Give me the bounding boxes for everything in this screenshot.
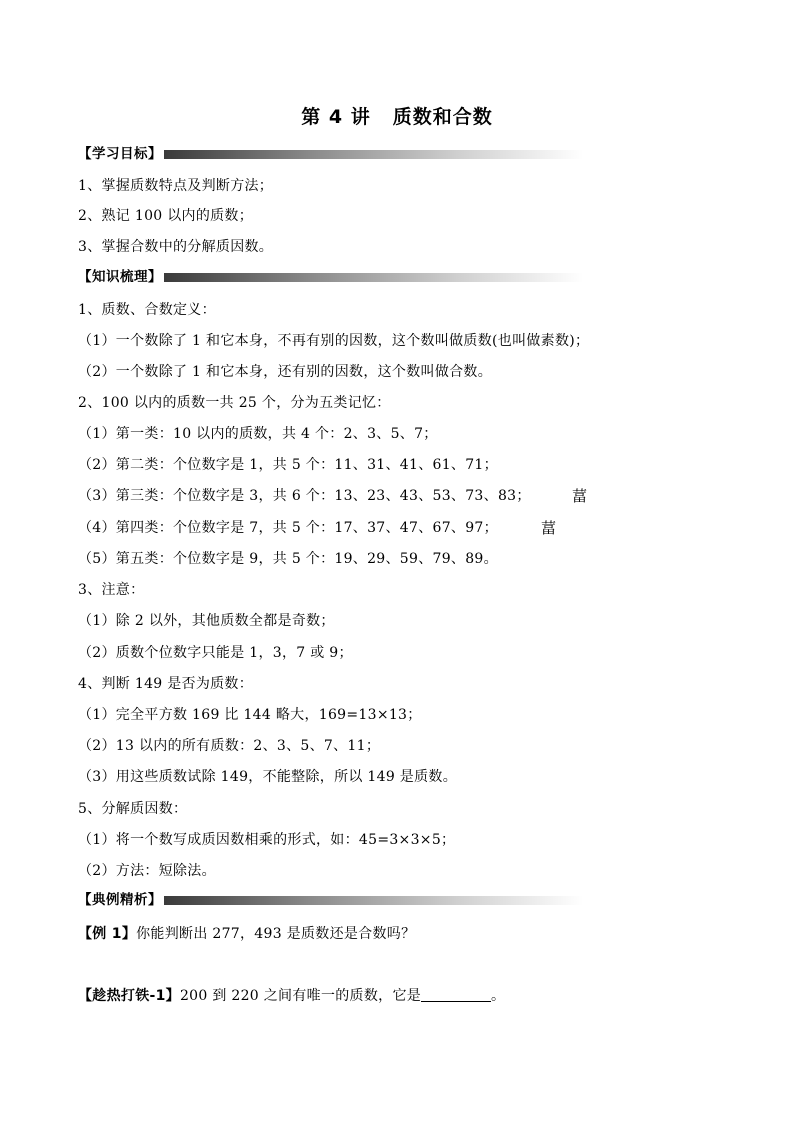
lesson-topic: 质数和合数 [392,106,493,128]
knowledge-line: （1）第一类：10 以内的质数，共 4 个：2、3、5、7； [78,426,438,442]
goal-item: 2、熟记 100 以内的质数； [78,208,254,224]
knowledge-line: （3）第三类：个位数字是 3，共 6 个：13、23、43、53、73、83； [78,488,531,504]
section-gradient-bar [164,150,583,159]
knowledge-line: （1）完全平方数 169 比 144 略大，169=13×13； [78,707,422,723]
knowledge-line: （1）将一个数写成质因数相乘的形式，如：45=3×3×5； [78,832,456,848]
example-1 [78,925,415,943]
example-text: 你能判断出 277，493 是质数还是合数吗？ [136,926,416,942]
goal-item: 3、掌握合数中的分解质因数。 [78,239,274,255]
section-label: 【典例精析】 [78,892,162,908]
knowledge-line: （2）方法：短除法。 [78,863,216,879]
section-header-examples [78,892,583,908]
section-gradient-bar [164,273,583,282]
stray-glyph: 葍 [541,519,557,537]
answer-blank[interactable] [421,987,491,1002]
knowledge-line: （2）一个数除了 1 和它本身，还有别的因数，这个数叫做合数。 [78,364,493,380]
knowledge-line: （4）第四类：个位数字是 7，共 5 个：17、37、47、67、97； [78,520,498,536]
practice-end: 。 [491,988,506,1004]
section-label: 【学习目标】 [78,146,162,162]
practice-text: 200 到 220 之间有唯一的质数，它是 [179,988,422,1004]
lesson-number: 第 4 讲 [301,106,371,128]
knowledge-line: （2）质数个位数字只能是 1，3，7 或 9； [78,645,353,661]
goal-item: 1、掌握质数特点及判断方法； [78,178,274,194]
knowledge-line: 3、注意： [78,582,145,598]
knowledge-line: 1、质数、合数定义： [78,302,216,318]
practice-1 [78,987,505,1005]
knowledge-line: （2）第二类：个位数字是 1，共 5 个：11、31、41、61、71； [78,457,498,473]
practice-label: 【趁热打铁-1】 [78,988,180,1004]
knowledge-line: （5）第五类：个位数字是 9，共 5 个：19、29、59、79、89。 [78,551,498,567]
example-label: 【例 1】 [78,926,137,942]
stray-glyph: 葍 [572,487,588,505]
knowledge-line: 4、判断 149 是否为质数： [78,676,254,692]
section-gradient-bar [164,896,583,905]
knowledge-line: （2）13 以内的所有质数：2、3、5、7、11； [78,738,381,754]
knowledge-line: （1）除 2 以外，其他质数全都是奇数； [78,613,335,629]
knowledge-line: （1）一个数除了 1 和它本身，不再有别的因数，这个数叫做质数(也叫做素数)； [78,333,590,349]
section-header-goals [78,146,583,162]
section-label: 【知识梳理】 [78,269,162,285]
knowledge-line: （3）用这些质数试除 149，不能整除，所以 149 是质数。 [78,769,457,785]
knowledge-line: 5、分解质因数： [78,801,188,817]
knowledge-line: 2、100 以内的质数一共 25 个，分为五类记忆： [78,395,391,411]
page-title [0,102,794,129]
section-header-knowledge [78,269,583,285]
